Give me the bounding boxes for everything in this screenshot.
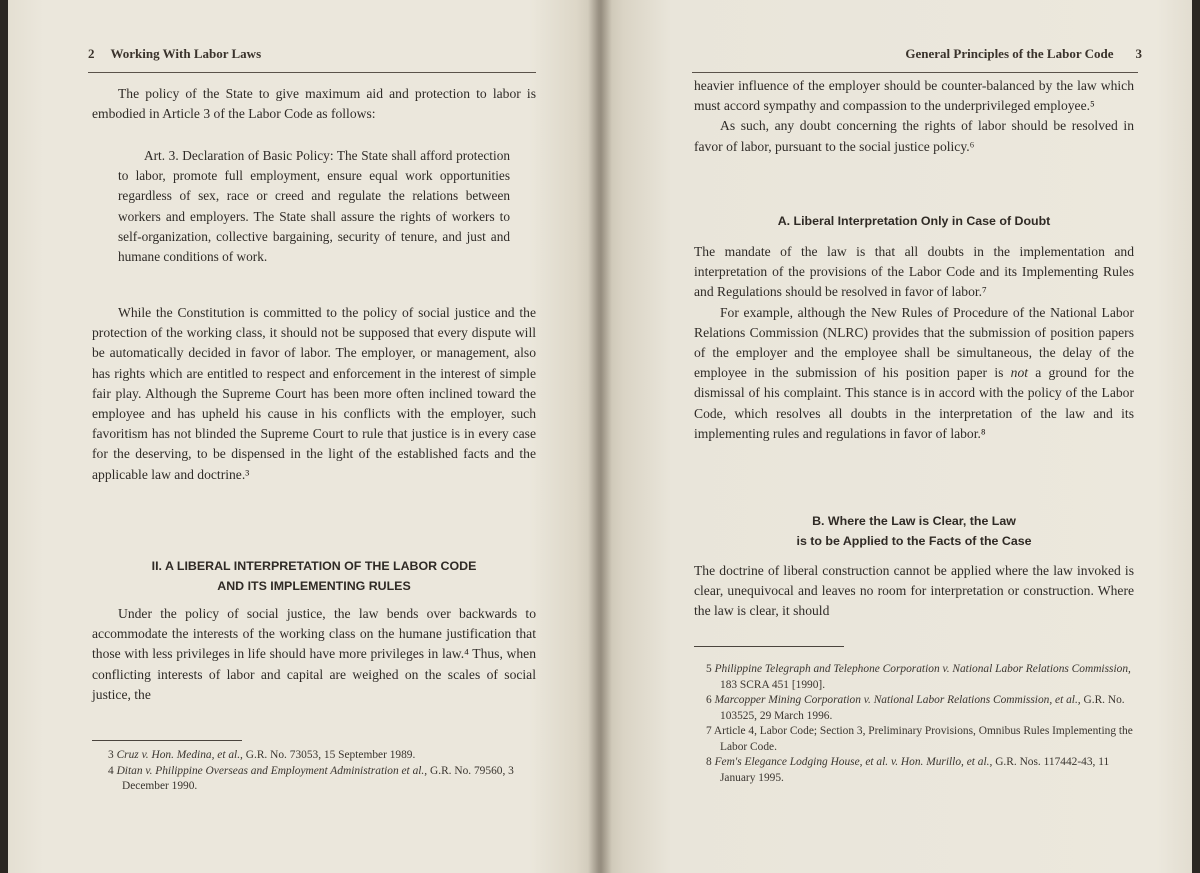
right-page-header xyxy=(692,46,1142,66)
right-running-title: General Principles of the Labor Code xyxy=(905,46,1114,61)
left-header-rule xyxy=(88,72,536,73)
footnote-5: 5 Philippine Telegraph and Telephone Corporation v. National Labor Relations Commission, 183 SCRA 451 [1990]. xyxy=(706,663,1131,691)
article-3-quote: Art. 3. Declaration of Basic Policy: The State shall afford protection to labor, promote full employment, ensure equal work opportunities regardless of sex, race or creed and regulate the relations between workers and employers. The State shall assure the rights of workers to self-organization, collective bargaining, security of tenure, and just and humane conditions of work. xyxy=(118,148,510,265)
left-footnotes xyxy=(108,748,538,795)
left-page-header xyxy=(88,46,548,66)
heading-b-line2: is to be Applied to the Facts of the Case xyxy=(796,534,1032,548)
section-heading-ii-line2: AND ITS IMPLEMENTING RULES xyxy=(217,579,411,593)
right-paragraph-liberal: The doctrine of liberal construction cannot be applied where the law invoked is clear, unequivocal and leaves no room for interpretation or construction. Where the law is clear, it should xyxy=(694,563,1134,619)
right-paragraph-example: For example, although the New Rules of Procedure of the National Labor Relations Commission (NLRC) provides that the submission of position papers of the employer and the employee shall be simultaneous, the delay of the employee in the submission of his position paper is not a ground for the dismissal of his complaint. This stance is in accord with the policy of the Labor Code, which resolves all doubts in the interpretation of the law and its implementing rules and regulations in favor of labor.⁸ xyxy=(694,304,1134,441)
left-paragraph-social-justice: Under the policy of social justice, the law bends over backwards to accommodate the interests of the working class on the humane justification that those with less privileges in life should have more privileges in law.⁴ Thus, when conflicting interests of labor and capital are weighed on the scales of social justice, the xyxy=(92,606,536,702)
footnote-8: 8 Fem's Elegance Lodging House, et al. v. Hon. Murillo, et al., G.R. Nos. 117442-43, 11 January 1995. xyxy=(706,756,1110,784)
right-paragraph-mandate: The mandate of the law is that all doubts in the implementation and interpretation of the provisions of the Labor Code and its Implementing Rules and Regulations should be resolved in favor of labor.⁷ xyxy=(694,244,1134,300)
section-heading-ii xyxy=(92,556,536,596)
footnote-3: 3 Cruz v. Hon. Medina, et al., G.R. No. 73053, 15 September 1989. xyxy=(108,749,416,761)
footnote-6: 6 Marcopper Mining Corporation v. National Labor Relations Commission, et al., G.R. No. 103525, 29 March 1996. xyxy=(706,694,1125,722)
footnote-7: 7 Article 4, Labor Code; Section 3, Preliminary Provisions, Omnibus Rules Implementing the Labor Code. xyxy=(706,725,1133,753)
left-intro-paragraph: The policy of the State to give maximum aid and protection to labor is embodied in Article 3 of the Labor Code as follows: xyxy=(92,86,536,122)
book-gutter xyxy=(588,0,612,873)
right-footnotes xyxy=(706,662,1134,786)
right-continued-paragraph: heavier influence of the employer should be counter-balanced by the law which must accord sympathy and compassion to the underprivileged employee.⁵ xyxy=(694,78,1134,114)
section-heading-ii-line1: II. A LIBERAL INTERPRETATION OF THE LABOR CODE xyxy=(151,559,477,573)
footnote-4: 4 Ditan v. Philippine Overseas and Employment Administration et al., G.R. No. 79560, 3 December 1990. xyxy=(108,764,514,792)
heading-a: A. Liberal Interpretation Only in Case of Doubt xyxy=(777,214,1051,228)
right-header-rule xyxy=(692,72,1138,73)
left-running-title: Working With Labor Laws xyxy=(110,46,262,61)
left-paragraph-constitution: While the Constitution is committed to the policy of social justice and the protection of the working class, it should not be supposed that every dispute will be automatically decided in favor of labor. The employer, or management, also has rights which are entitled to respect and enforcement in the interest of simple fair play. Although the Supreme Court has been more often inclined toward the employee and has upheld his cause in his conflicts with the employer, such favoritism has not blinded the Supreme Court to rule that justice is in every case for the deserving, to be dispensed in the light of the established facts and the applicable law and doctrine.³ xyxy=(92,305,536,482)
left-footnote-rule xyxy=(92,740,242,741)
right-footnote-rule xyxy=(694,646,844,647)
right-paragraph-doubt: As such, any doubt concerning the rights of labor should be resolved in favor of labor, pursuant to the social justice policy.⁶ xyxy=(694,118,1134,154)
heading-b-line1: B. Where the Law is Clear, the Law xyxy=(812,514,1016,528)
left-page xyxy=(8,0,600,873)
right-page-number: 3 xyxy=(1135,46,1142,61)
left-page-number: 2 xyxy=(88,46,95,61)
right-page xyxy=(600,0,1192,873)
heading-b xyxy=(694,511,1134,551)
